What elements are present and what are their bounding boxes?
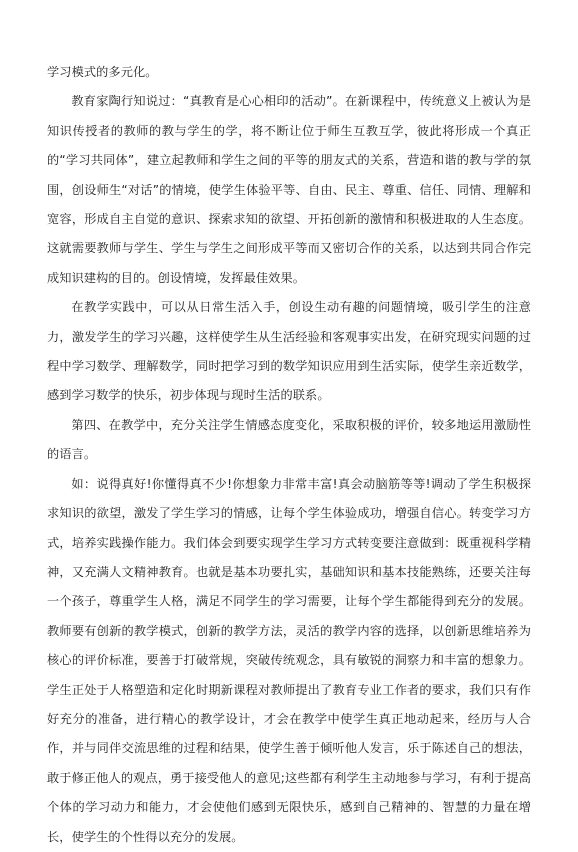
paragraph-tao-xingzhi-quote: 教育家陶行知说过：“真教育是心心相印的活动”。在新课程中，传统意义上被认为是知识传授者的教师的教与学生的学，将不断让位于师生互教互学，彼此将形成一个真正的“学习共同体”，建立起教师和学生之间的平等的朋友式的关系，营造和谐的教与学的氛围，创设师生“对话”的情境，使学生体验平等、自由、民主、尊重、信任、同情、理解和宽容，形成自主自觉的意识、探索求知的欲望、开拓创新的激情和积极进取的人生态度。这就需要教师与学生、学生与学生之间形成平等而又密切合作的关系，以达到共同合作完成知识建构的目的。创设情境，发挥最佳效果。 [47,94,531,285]
paragraph-teaching-practice: 在教学实践中，可以从日常生活入手，创设生动有趣的问题情境，吸引学生的注意力，激发学生的学习兴趣，这样使学生从生活经验和客观事实出发，在研究现实问题的过程中学习数学、理解数学，同时把学习到的数学知识应用到生活实际，使学生亲近数学，感到学习数学的快乐，初步体现与现时生活的联系。 [47,300,531,403]
paragraph-point-four: 第四、在教学中，充分关注学生情感态度变化，采取积极的评价，较多地运用激励性的语言。 [47,417,531,462]
paragraph-continuation: 学习模式的多元化。 [47,65,158,79]
paragraph-encouragement-examples: 如：说得真好!你懂得真不少!你想象力非常丰富!真会动脑筋等等!调动了学生积极探求知识的欲望，激发了学生学习的情感，让每个学生体验成功，增强自信心。转变学习方式，培养实践操作能力。我们体会到要实现学生学习方式转变要注意做到：既重视科学精神，又充满人文精神教育。也就是基本功要扎实，基础知识和基本技能熟练，还要关注每一个孩子，尊重学生人格，满足不同学生的学习需要，让每个学生都能得到充分的发展。教师要有创新的教学模式，创新的教学方法，灵活的教学内容的选择，以创新思维培养为核心的评价标准，要善于打破常规，突破传统观念，具有敏锐的洞察力和丰富的想象力。学生正处于人格塑造和定化时期新课程对教师提出了教育专业工作者的要求，我们只有作好充分的准备，进行精心的教学设计，才会在教学中使学生真正地动起来，经历与人合作，并与同伴交流思维的过程和结果，使学生善于倾听他人发言，乐于陈述自己的想法，敢于修正他人的观点，勇于接受他人的意见;这些都有利学生主动地参与学习，有利于提高个体的学习动力和能力，才会使他们感到无限快乐，感到自己精神的、智慧的力量在增长，使学生的个性得以充分的发展。 [47,476,531,844]
